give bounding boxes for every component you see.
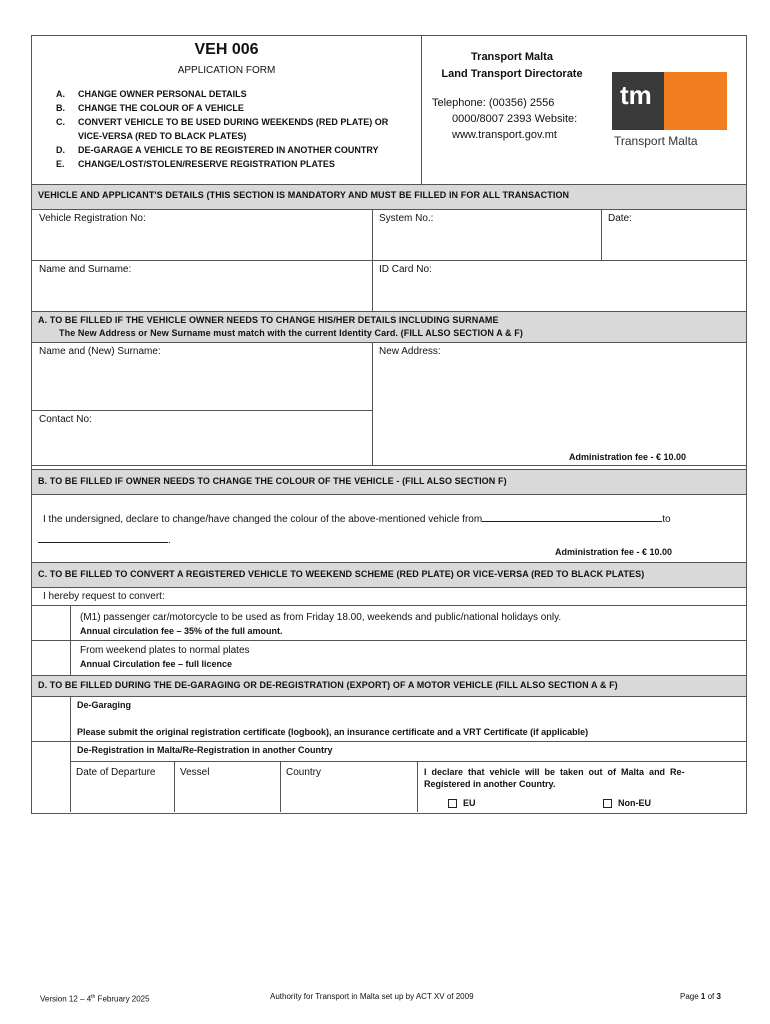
section-a-heading: A. TO BE FILLED IF THE VEHICLE OWNER NEEDS TO CHANGE HIS/HER DETAILS INCLUDING SURNAME The New Address or New Surname must match with the current Identity Card. (FILL ALSO SECTION A & F) (32, 311, 746, 343)
divider (372, 342, 373, 465)
divider (174, 761, 175, 812)
section-d-heading: D. TO BE FILLED DURING THE DE-GARAGING OR DE-REGISTRATION (EXPORT) OF A MOTOR VEHICLE (FILL ALSO SECTION A & F) (32, 675, 746, 697)
purpose-item: E. CHANGE/LOST/STOLEN/RESERVE REGISTRATION PLATES (56, 159, 335, 169)
main-section-heading: VEHICLE AND APPLICANT'S DETAILS (THIS SECTION IS MANDATORY AND MUST BE FILLED IN FOR ALL TRANSACTION (32, 184, 746, 210)
name-surname-field[interactable]: Name and Surname: (39, 264, 132, 275)
divider (32, 410, 372, 411)
export-declaration (424, 766, 742, 790)
normal-plates-option-fee: Annual Circulation fee – full licence (80, 659, 233, 669)
id-card-field[interactable]: ID Card No: (379, 264, 432, 275)
declaration-line: Registered in another Country. (424, 779, 556, 789)
form-subtitle: APPLICATION FORM (177, 65, 276, 76)
footer-version: Version 12 – 4th February 2025 (40, 994, 150, 1004)
section-b-heading: B. TO BE FILLED IF OWNER NEEDS TO CHANGE THE COLOUR OF THE VEHICLE - (FILL ALSO SECTION F) (32, 469, 746, 495)
purpose-item: VICE-VERSA (RED TO BLACK PLATES) (78, 131, 247, 141)
footer-page-number: Page 1 of 3 (680, 992, 721, 1001)
normal-plates-option-text: From weekend plates to normal plates (80, 645, 250, 656)
colour-to-line: . (38, 531, 171, 547)
deregistration-checkbox[interactable] (33, 742, 69, 811)
section-c-heading: C. TO BE FILLED TO CONVERT A REGISTERED VEHICLE TO WEEKEND SCHEME (RED PLATE) OR VICE-VERSA (RED TO BLACK PLATES) (32, 562, 746, 588)
divider (32, 465, 746, 466)
divider (70, 761, 746, 762)
section-a-fee: Administration fee - € 10.00 (569, 452, 687, 462)
divider (70, 696, 71, 812)
degaraging-checkbox[interactable] (33, 697, 69, 740)
non-eu-checkbox[interactable] (603, 799, 612, 808)
form-code: VEH 006 (194, 41, 259, 58)
vehicle-registration-field[interactable]: Vehicle Registration No: (39, 213, 146, 224)
transport-malta-logo (612, 72, 727, 152)
deregistration-title: De-Registration in Malta/Re-Registration in another Country (77, 745, 333, 755)
footer-authority: Authority for Transport in Malta set up by ACT XV of 2009 (270, 992, 474, 1001)
purpose-item: B. CHANGE THE COLOUR OF A VEHICLE (56, 103, 244, 113)
normal-plates-option-checkbox[interactable] (33, 641, 69, 675)
authority-name: Transport Malta (471, 51, 553, 63)
weekend-option-text: (M1) passenger car/motorcycle to be used as from Friday 18.00, weekends and public/national holidays only. (80, 612, 562, 623)
eu-option[interactable]: EU (448, 797, 476, 809)
system-number-field[interactable]: System No.: (379, 213, 434, 224)
degaraging-note: Please submit the original registration certificate (logbook), an insurance certificate and a VRT Certificate (if applicable) (77, 727, 589, 737)
vessel-field[interactable]: Vessel (180, 767, 210, 778)
purpose-item: D. DE-GARAGE A VEHICLE TO BE REGISTERED IN ANOTHER COUNTRY (56, 145, 379, 155)
divider (32, 605, 746, 606)
departure-date-field[interactable]: Date of Departure (76, 767, 156, 778)
logo-orange-block (664, 72, 727, 130)
contact-line: 0000/8007 2393 Website: (452, 113, 578, 125)
divider (601, 209, 602, 260)
contact-line: Telephone: (00356) 2556 (432, 97, 555, 109)
divider (280, 761, 281, 812)
declaration-line: I declare that vehicle will be taken out of Malta and Re- (424, 767, 685, 777)
contact-line: www.transport.gov.mt (452, 129, 557, 141)
divider (32, 741, 746, 742)
purpose-list (56, 88, 416, 172)
eu-checkbox[interactable] (448, 799, 457, 808)
authority-contact (432, 95, 602, 143)
divider (417, 761, 418, 812)
country-field[interactable]: Country (286, 767, 322, 778)
colour-declaration: I the undersigned, declare to change/have changed the colour of the above-mentioned vehicle from to (43, 510, 743, 526)
logo-mark: tm (620, 80, 652, 110)
weekend-option-checkbox[interactable] (33, 606, 69, 639)
divider (32, 260, 746, 261)
section-b-fee: Administration fee - € 10.00 (555, 547, 673, 557)
new-name-field[interactable]: Name and (New) Surname: (39, 346, 161, 357)
divider (32, 640, 746, 641)
logo-text: Transport Malta (614, 134, 698, 148)
colour-to-input[interactable] (38, 531, 168, 543)
new-address-field[interactable]: New Address: (379, 346, 441, 357)
purpose-item: C. CONVERT VEHICLE TO BE USED DURING WEEKENDS (RED PLATE) OR (56, 117, 389, 127)
date-field[interactable]: Date: (608, 213, 632, 224)
purpose-item: A. CHANGE OWNER PERSONAL DETAILS (56, 89, 247, 99)
degaraging-title: De-Garaging (77, 700, 132, 710)
convert-request: I hereby request to convert: (43, 591, 165, 602)
contact-number-field[interactable]: Contact No: (39, 414, 92, 425)
authority-directorate: Land Transport Directorate (441, 68, 583, 80)
colour-from-input[interactable] (482, 510, 662, 522)
non-eu-option[interactable]: Non-EU (603, 797, 651, 809)
weekend-option-fee: Annual circulation fee – 35% of the full amount. (80, 626, 283, 636)
